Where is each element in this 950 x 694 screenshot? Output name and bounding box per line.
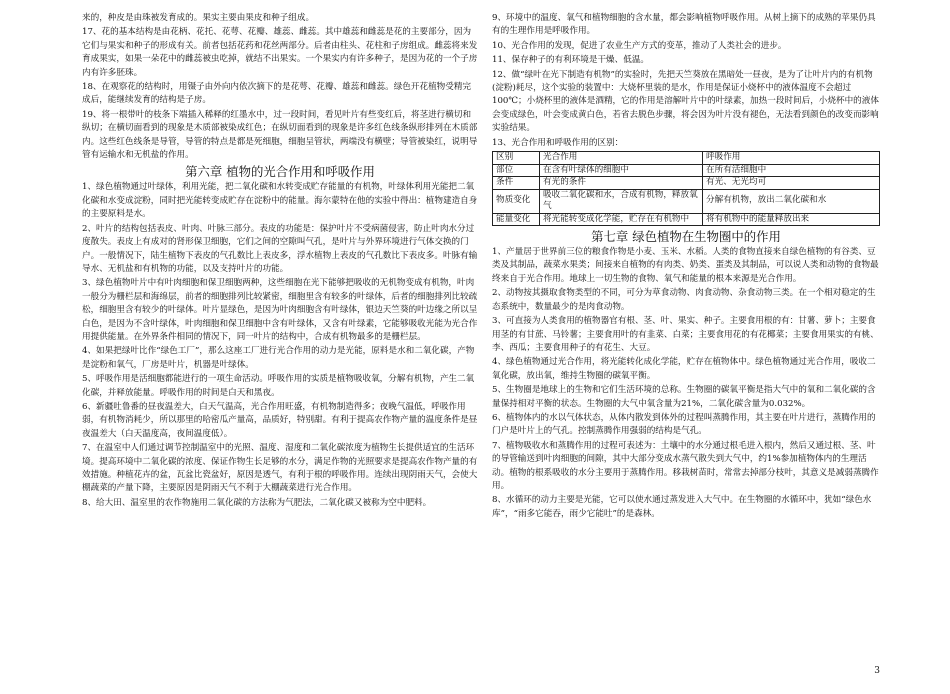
table-row <box>493 177 880 190</box>
table-cell: 有光、无光均可 <box>703 177 880 190</box>
paragraph: 1、绿色植物通过叶绿体，利用光能，把二氧化碳和水转变成贮存能量的有机物，叶绿体利用光能把二氧化碳和水变成淀粉，同时把光能转变成贮存在淀粉中的能量。海尔蒙特在他的实验中得出：植物建造自身的主要原料是水。 <box>82 182 478 220</box>
table-cell: 有光的条件 <box>540 177 703 190</box>
paragraph: 8、水循环的动力主要是光能，它可以使水通过蒸发进入大气中。在生物圈的水循环中，犹如“绿色水库”，“雨多它能吞，雨少它能吐”的是森林。 <box>492 495 872 519</box>
paragraph: 1、产量居于世界前三位的粮食作物是小麦、玉米、水稻。人类的食物直接来自绿色植物的有谷类、豆类及其制品，蔬菜水果类；间接来自植物的有肉类、奶类、蛋类及其制品，可以说人类和动物的食物最终来自于光合作用。地球上一切生物的食物、氧气和能量的根本来源是光合作用。 <box>492 247 879 284</box>
table-cell: 物质变化 <box>493 189 540 213</box>
paragraph: 3、可直接为人类食用的植物器官有根、茎、叶、果实、种子。主要食用根的有：甘薯、萝卜；主要食用茎的有甘蔗、马铃薯；主要食用叶的有韭菜、白菜；主要食用花的有花椰菜；主要食用果实的有桃、李、西瓜；主要食用种子的有花生、大豆。 <box>492 316 879 353</box>
paragraph: 7、植物吸收水和蒸腾作用的过程可表述为：土壤中的水分通过根毛进入根内，然后又通过根、茎、叶的导管输送到叶肉细胞的间隙，其中大部分变成水蒸气散失到大气中，约1%参加植物体内的生理活动。植物的根系吸收的水分主要用于蒸腾作用。移栽树苗时，常常去掉部分枝叶，其意义是减弱蒸腾作用。 <box>492 440 879 491</box>
paragraph: 2、动物按其摄取食物类型的不同，可分为草食动物、肉食动物、杂食动物三类。在一个相对稳定的生态系统中，数量最少的是肉食动物。 <box>492 288 876 312</box>
paragraph: 11、保存种子的有利环境是干燥、低温。 <box>492 55 650 66</box>
paragraph: 5、呼吸作用是活细胞都能进行的一项生命活动。呼吸作用的实质是植物吸收氧，分解有机物，产生二氧化碳，并释放能量。呼吸作用的时间是白天和黑夜。 <box>82 374 475 398</box>
table-cell: 呼吸作用 <box>703 152 880 165</box>
table-cell: 部位 <box>493 164 540 177</box>
table-cell: 分解有机物，放出二氧化碳和水 <box>703 189 880 213</box>
table-cell: 吸收二氧化碳和水，合成有机物，释放氧气 <box>540 189 703 213</box>
paragraph: 13、光合作用和呼吸作用的区别： <box>492 137 624 148</box>
table-cell: 在含有叶绿体的细胞中 <box>540 164 703 177</box>
paragraph: 9、环境中的温度、氧气和植物细胞的含水量，都会影响植物呼吸作用。从树上摘下的成熟的苹果仍具有的生理作用是呼吸作用。 <box>492 13 876 37</box>
table-cell: 条件 <box>493 177 540 190</box>
table-cell: 光合作用 <box>540 152 703 165</box>
table-cell: 将有机物中的能量释放出来 <box>703 213 880 226</box>
paragraph: 来的，种皮是由珠被发育成的。果实主要由果皮和种子组成。 <box>82 13 315 23</box>
left-column <box>82 12 478 511</box>
table-row <box>493 189 880 213</box>
table-row <box>493 213 880 226</box>
table-row <box>493 152 880 165</box>
page-number: 3 <box>874 666 880 676</box>
table-cell: 在所有活细胞中 <box>703 164 880 177</box>
paragraph: 18、在观察花的结构时，用镊子由外向内依次摘下的是花萼、花瓣、雄蕊和雌蕊。绿色开花植物受精完成后，能继续发育的结构是子房。 <box>82 82 472 106</box>
paragraph: 6、植物体内的水以气体状态，从体内散发到体外的过程叫蒸腾作用，其主要在叶片进行，蒸腾作用的门户是叶片上的气孔。控制蒸腾作用强弱的结构是气孔。 <box>492 412 876 437</box>
paragraph: 12、做“绿叶在光下制造有机物”的实验时，先把天竺葵放在黑暗处一昼夜，是为了让叶片内的有机物(淀粉)耗尽，这个实验的装置中：大烧杯里装的是水，作用是保证小烧杯中的液体温度不会超过100℃；小烧杯里的液体是酒精，它的作用是溶解叶片中的叶绿素，加热一段时间后，小烧杯中的液体会变成绿色，叶会变成黄白色，若省去脱色步骤，将会因为叶片没有褪色，无法看到颜色的改变而影响实验结果。 <box>492 69 879 134</box>
paragraph: 2、叶片的结构包括表皮、叶肉、叶脉三部分。表皮的功能是：保护叶片不受病菌侵害，防止叶肉水分过度散失。表皮上有成对的肾形保卫细胞，它们之间的空隙叫气孔，是叶片与外界环境进行气体交换的门户。一般情况下，陆生植物下表皮的气孔数比上表皮多，浮水植物上表皮的气孔数比下表皮多。叶脉有输导水、无机盐和有机物的功能，以及支持叶片的功能。 <box>82 223 478 274</box>
comparison-table <box>492 151 880 226</box>
paragraph: 6、新疆吐鲁番的昼夜温差大，白天气温高，光合作用旺盛，有机物制造得多；夜晚气温低，呼吸作用弱，有机物消耗少，所以那里的哈密瓜产量高，品质好，特别甜。有利于提高农作物产量的温度条件是昼夜温差大（白天温度高，夜间温度低）。 <box>82 401 478 439</box>
table-cell: 区别 <box>493 152 540 165</box>
paragraph: 4、绿色植物通过光合作用，将光能转化成化学能，贮存在植物体中。绿色植物通过光合作用，吸收二氧化碳，放出氧，维持生物圈的碳氧平衡。 <box>492 357 876 381</box>
paragraph: 8、给大田、温室里的农作物施用二氧化碳的方法称为气肥法，二氧化碳又被称为空中肥料。 <box>82 497 432 508</box>
chapter-6-title: 第六章 植物的光合作用和呼吸作用 <box>185 164 375 180</box>
paragraph: 17、花的基本结构是由花柄、花托、花萼、花瓣、雄蕊、雌蕊。其中雄蕊和雌蕊是花的主要部分，因为它们与果实和种子的形成有关。前者包括花药和花丝两部分。后者由柱头、花柱和子房组成。雌蕊将来发育成果实，如果一朵花中的雌蕊被虫吃掉，就结不出果实。一个果实内有许多种子，是因为花的一个子房内有许多胚珠。 <box>82 27 478 78</box>
table-cell: 能量变化 <box>493 213 540 226</box>
paragraph: 4、如果把绿叶比作“绿色工厂”，那么这座工厂进行光合作用的动力是光能，原料是水和二氧化碳，产物是淀粉和氧气，厂房是叶片，机器是叶绿体。 <box>82 346 475 370</box>
chapter-7-title: 第七章 绿色植物在生物圈中的作用 <box>591 229 781 245</box>
table-row <box>493 164 880 177</box>
paragraph: 3、绿色植物叶片中有叶肉细胞和保卫细胞两种，这些细胞在光下能够把吸收的无机物变成有机物，叶肉一般分为栅栏层和海绵层，前者的细胞排列比较紧密，细胞里含有较多的叶绿体，后者的细胞排列比较疏松，细胞里含有较少的叶绿体。叶片显绿色，是因为叶肉细胞含有叶绿体，银边天竺葵的叶边缘之所以呈白色，是因为不含叶绿体，叶肉细胞和保卫细胞中含有叶绿体，又含有叶绿素，它能够吸收光能为光合作用提供能量。在外界条件相同的情况下，同一叶片的结构中，合成有机物最多的是栅栏层。 <box>82 278 478 342</box>
right-column <box>492 12 880 522</box>
table-cell: 将光能转变成化学能，贮存在有机物中 <box>540 213 703 226</box>
paragraph: 7、在温室中人们通过调节控制温室中的光照、温度、湿度和二氧化碳浓度为植物生长提供适宜的生活环境。提高环境中二氧化碳的浓度、保证作物生长足够的水分，满足作物的光照要求是提高农作物产量的有效措施。种植花卉的盆，瓦盆比瓷盆好，原因是透气，有利于根的呼吸作用。连续出现阴雨天气，会使大棚蔬菜的产量下降，主要原因是阴雨天气不利于大棚蔬菜进行光合作用。 <box>82 443 478 494</box>
paragraph: 19、将一根带叶的枝条下端插入稀释的红墨水中，过一段时间，看见叶片有些变红后，将茎进行横切和纵切；在横切面看到的现象是木质部被染成红色；在纵切面看到的现象是许多红色线条纵形排列在木质部内。这些红色线条是导管，导管的特点是都是死细胞，细胞呈管状，两端没有横壁；导管被染红，说明导管有运输水和无机盐的作用。 <box>82 109 478 161</box>
paragraph: 10、光合作用的发现，促进了农业生产方式的变革，推动了人类社会的进步。 <box>492 40 787 51</box>
paragraph: 5、生物圈是地球上的生物和它们生活环境的总称。生物圈的碳氧平衡是指大气中的氧和二氧化碳的含量保持相对平衡的状态。生物圈的大气中氧含量为21%，二氧化碳含量为0.032%。 <box>492 385 876 409</box>
